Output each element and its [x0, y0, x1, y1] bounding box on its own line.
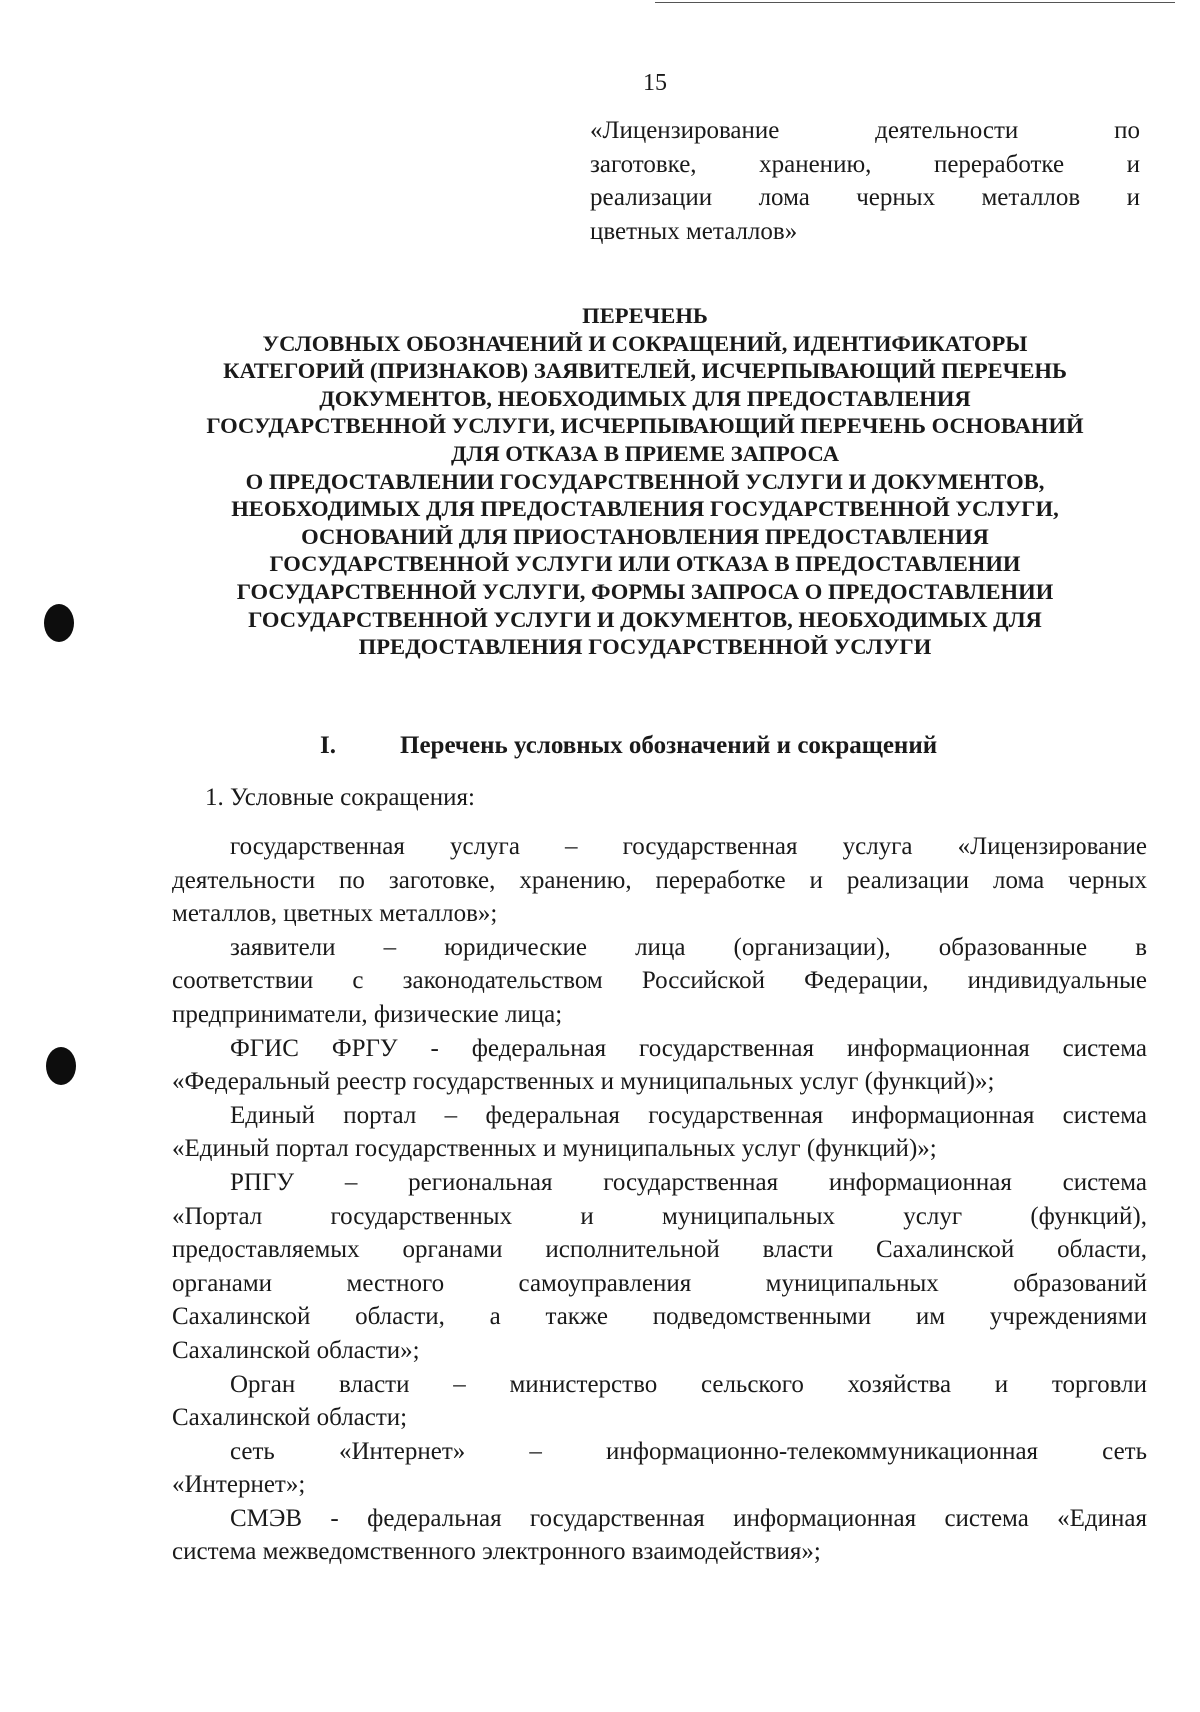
body-text — [172, 830, 1147, 1569]
paragraph-internet — [172, 1435, 1147, 1502]
text-line: Единый портал – федеральная государственная информационная система — [230, 1101, 1147, 1129]
text-line: предприниматели, физические лица; — [172, 1000, 563, 1028]
appendix-line: реализации лома черных металлов и — [590, 184, 1140, 211]
text-line: Орган власти – министерство сельского хозяйства и торговли — [230, 1370, 1147, 1398]
text-line: Сахалинской области»; — [172, 1336, 420, 1364]
title-line: ГОСУДАРСТВЕННОЙ УСЛУГИ ИЛИ ОТКАЗА В ПРЕДОСТАВЛЕНИИ — [269, 551, 1021, 577]
punch-hole-mark-lower — [46, 1047, 76, 1085]
text-line: СМЭВ - федеральная государственная информационная система «Единая — [230, 1504, 1147, 1532]
text-line: «Интернет»; — [172, 1471, 306, 1499]
paragraph-authority — [172, 1368, 1147, 1435]
text-line: «Портал государственных и муниципальных услуг (функций), — [172, 1202, 1147, 1230]
text-line: «Федеральный реестр государственных и муниципальных услуг (функций)»; — [172, 1068, 995, 1096]
text-line: Сахалинской области, а также подведомственными им учреждениями — [172, 1303, 1147, 1331]
paragraph-smev — [172, 1502, 1147, 1569]
title-line: НЕОБХОДИМЫХ ДЛЯ ПРЕДОСТАВЛЕНИЯ ГОСУДАРСТВЕННОЙ УСЛУГИ, — [231, 496, 1059, 522]
paragraph-unified-portal — [172, 1099, 1147, 1166]
text-line: сеть «Интернет» – информационно-телекоммуникационная сеть — [230, 1437, 1147, 1465]
text-line: органами местного самоуправления муниципальных образований — [172, 1269, 1147, 1297]
paragraph-applicants — [172, 931, 1147, 1032]
title-line: ДОКУМЕНТОВ, НЕОБХОДИМЫХ ДЛЯ ПРЕДОСТАВЛЕНИЯ — [319, 385, 971, 411]
title-line: ГОСУДАРСТВЕННОЙ УСЛУГИ И ДОКУМЕНТОВ, НЕОБХОДИМЫХ ДЛЯ — [248, 606, 1042, 632]
title-line: УСЛОВНЫХ ОБОЗНАЧЕНИЙ И СОКРАЩЕНИЙ, ИДЕНТИФИКАТОРЫ — [262, 330, 1028, 356]
text-line: ФГИС ФРГУ - федеральная государственная информационная система — [230, 1034, 1147, 1062]
appendix-line: заготовке, хранению, переработке и — [590, 150, 1140, 178]
appendix-line: цветных металлов» — [590, 217, 798, 245]
text-line: Сахалинской области; — [172, 1404, 408, 1432]
text-line: металлов, цветных металлов»; — [172, 900, 498, 928]
text-line: деятельности по заготовке, хранению, переработке и реализации лома черных — [172, 866, 1147, 894]
text-line: система межведомственного электронного взаимодействия»; — [172, 1538, 821, 1566]
title-line: ДЛЯ ОТКАЗА В ПРИЕМЕ ЗАПРОСА — [450, 440, 840, 466]
page-number: 15 — [643, 70, 667, 96]
scan-top-rule — [655, 2, 1175, 3]
title-line: ПЕРЕЧЕНЬ — [582, 303, 708, 328]
text-line: заявители – юридические лица (организации), образованные в — [230, 933, 1147, 961]
appendix-line: «Лицензирование деятельности по — [590, 117, 1140, 144]
title-line: ГОСУДАРСТВЕННОЙ УСЛУГИ, ФОРМЫ ЗАПРОСА О ПРЕДОСТАВЛЕНИИ — [236, 578, 1054, 604]
text-line: предоставляемых органами исполнительной власти Сахалинской области, — [172, 1236, 1147, 1264]
title-line: ПРЕДОСТАВЛЕНИЯ ГОСУДАРСТВЕННОЙ УСЛУГИ — [358, 634, 932, 660]
text-line: РПГУ – региональная государственная информационная система — [230, 1168, 1147, 1196]
section-number: I. — [320, 732, 336, 759]
title-line: О ПРЕДОСТАВЛЕНИИ ГОСУДАРСТВЕННОЙ УСЛУГИ И ДОКУМЕНТОВ, — [245, 468, 1045, 494]
section-title: Перечень условных обозначений и сокращений — [400, 732, 938, 759]
document-title — [150, 302, 1140, 661]
paragraph-rpgu — [172, 1166, 1147, 1368]
title-line: ГОСУДАРСТВЕННОЙ УСЛУГИ, ИСЧЕРПЫВАЮЩИЙ ПЕРЕЧЕНЬ ОСНОВАНИЙ — [206, 413, 1084, 439]
paragraph-fgis-frgu — [172, 1032, 1147, 1099]
title-line: КАТЕГОРИЙ (ПРИЗНАКОВ) ЗАЯВИТЕЛЕЙ, ИСЧЕРПЫВАЮЩИЙ ПЕРЕЧЕНЬ — [223, 358, 1067, 384]
text-line: «Единый портал государственных и муниципальных услуг (функций)»; — [172, 1135, 937, 1163]
punch-hole-mark-upper — [44, 604, 74, 642]
text-line: государственная услуга – государственная услуга «Лицензирование — [230, 833, 1147, 860]
paragraph-state-service — [172, 830, 1147, 931]
list-item: 1. Условные сокращения: — [205, 784, 475, 811]
text-line: соответствии с законодательством Российской Федерации, индивидуальные — [172, 967, 1147, 995]
appendix-reference — [590, 114, 1140, 248]
title-line: ОСНОВАНИЙ ДЛЯ ПРИОСТАНОВЛЕНИЯ ПРЕДОСТАВЛЕНИЯ — [301, 523, 989, 549]
